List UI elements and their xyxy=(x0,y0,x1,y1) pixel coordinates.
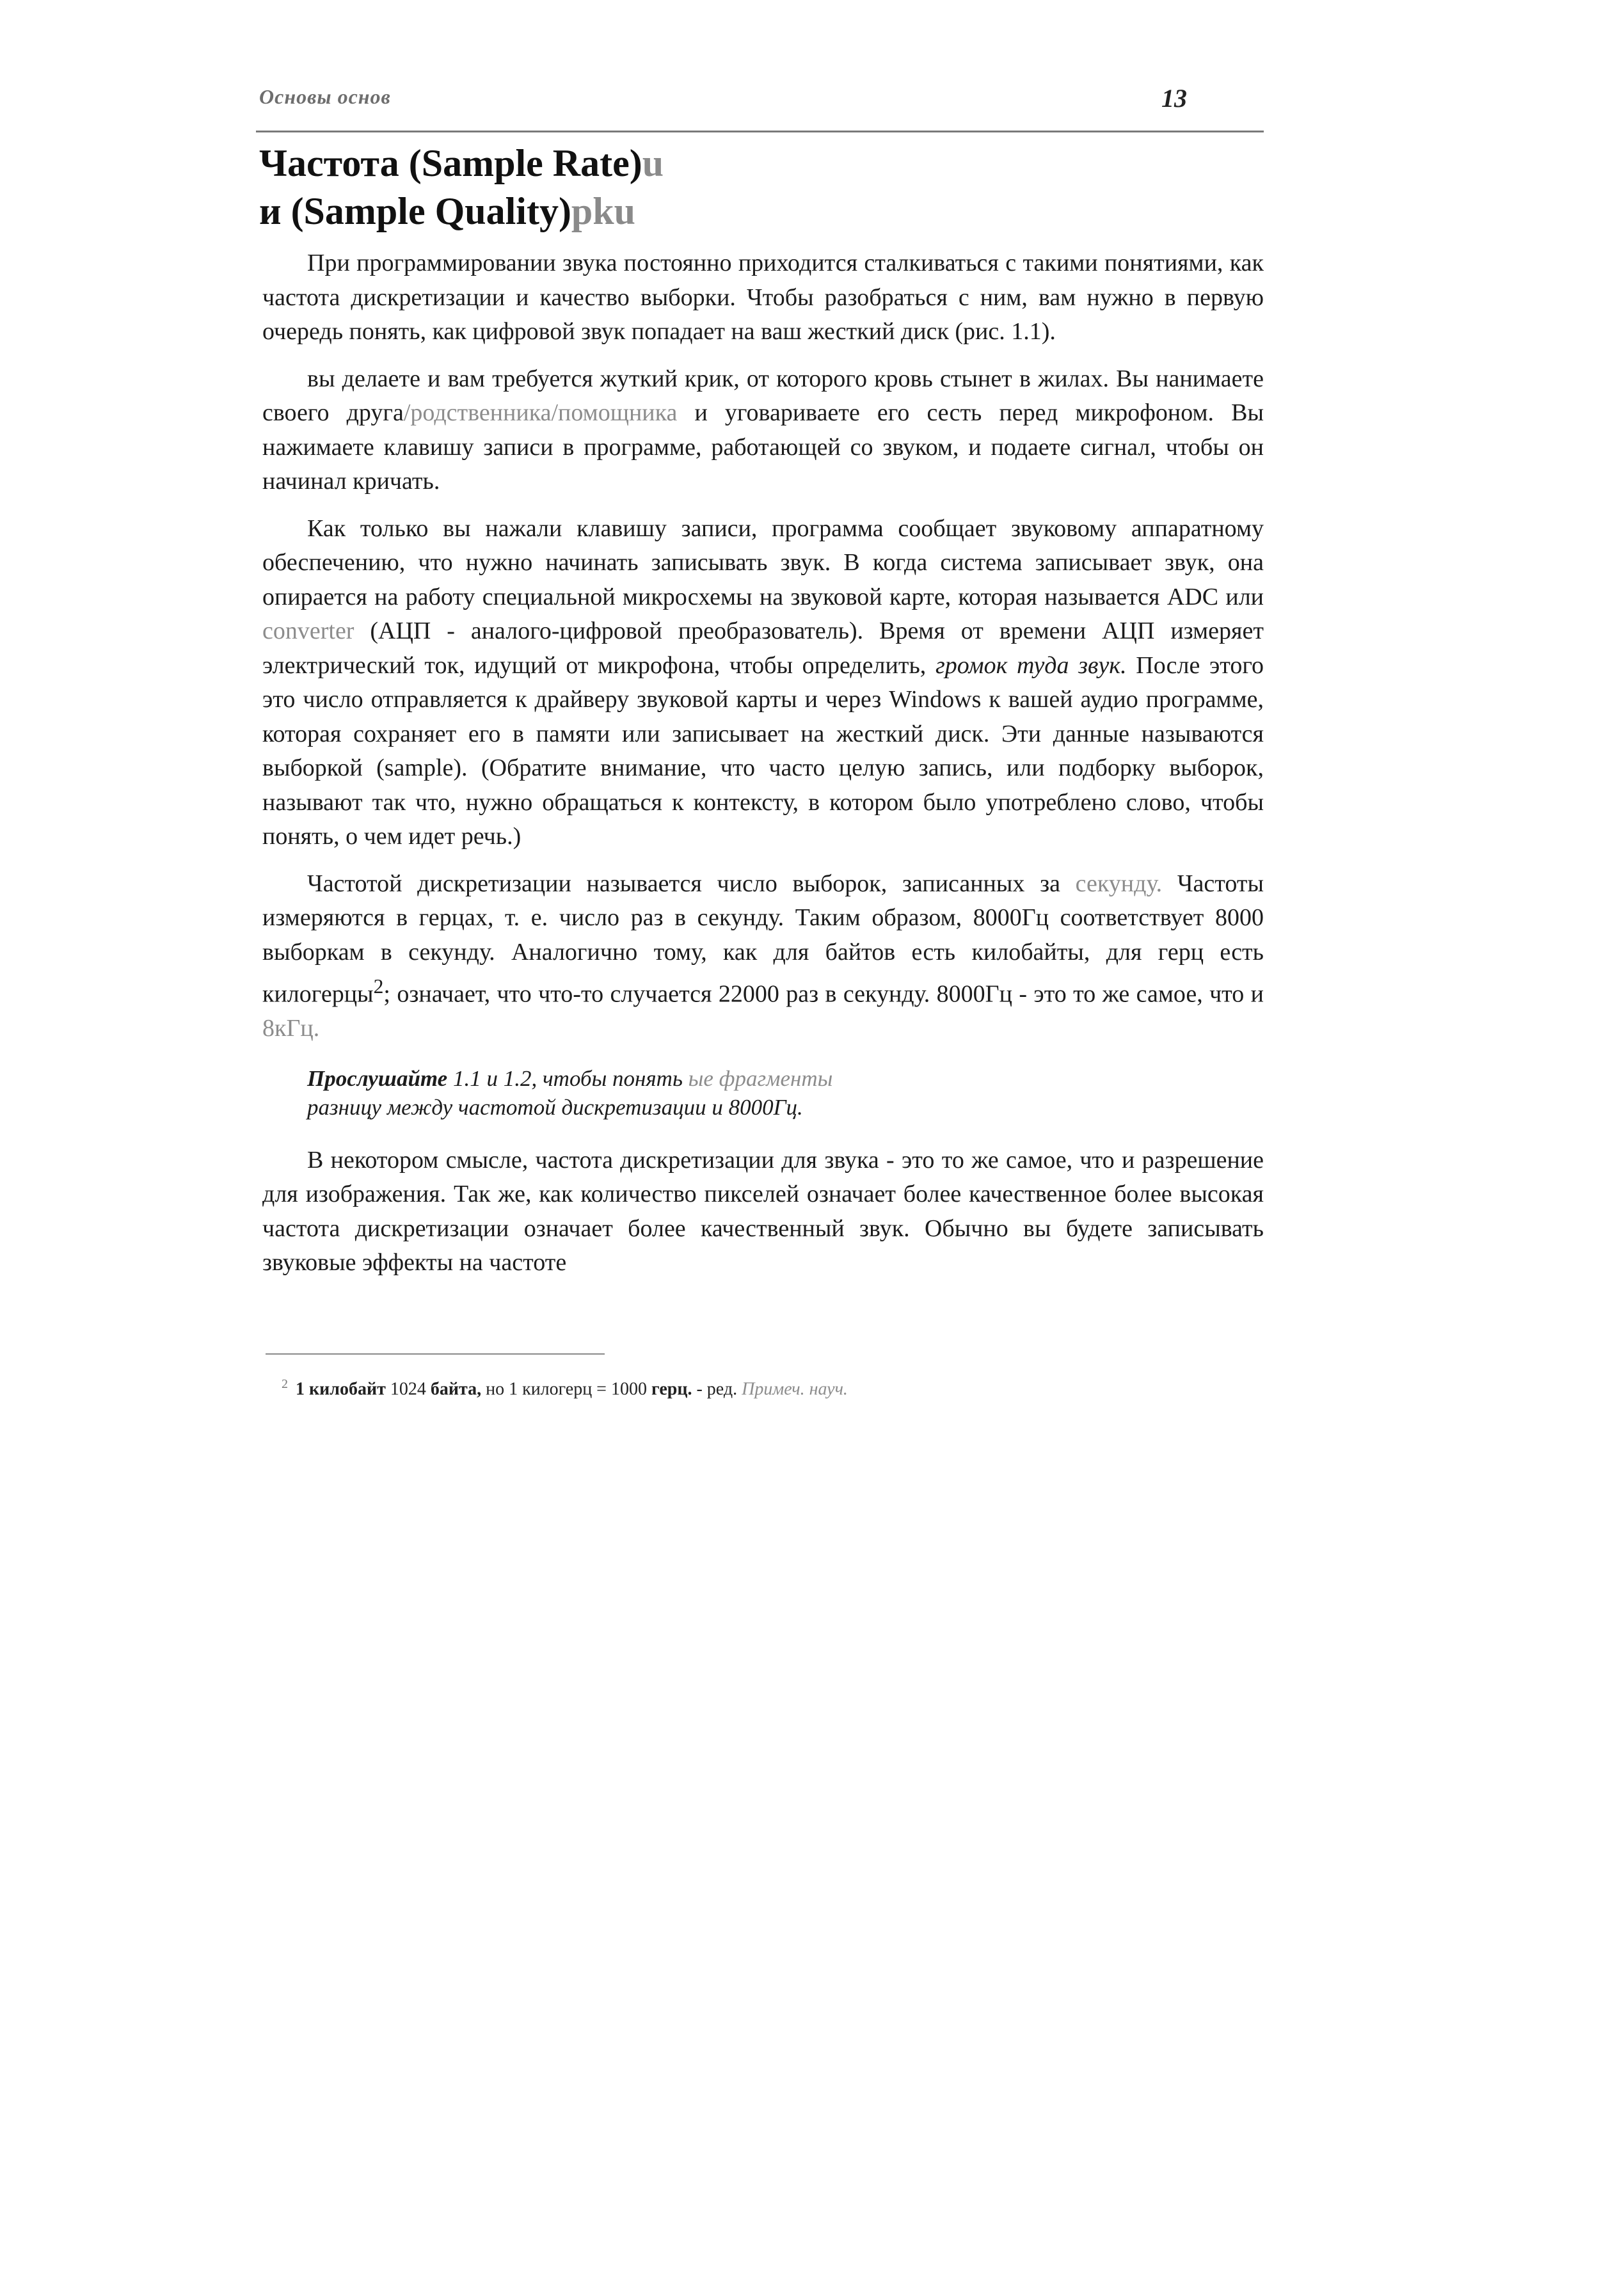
body-text xyxy=(262,246,1264,1280)
title-line1-ghost: u xyxy=(642,142,664,184)
footnote-ghost: Примеч. науч. xyxy=(742,1379,848,1399)
footnote-text-a: 1024 xyxy=(390,1379,426,1399)
paragraph-1: При программировании звука постоянно приходится сталкиваться с такими понятиями, как частота дискретизации и качество выборки. Чтобы разобраться с ним, вам нужно в первую очередь понять, как цифровой звук попадает на ваш жесткий диск (рис. 1.1). xyxy=(262,250,1264,345)
paragraph-2 xyxy=(262,362,1264,499)
running-head: Основы основ xyxy=(259,85,391,108)
page-number: 13 xyxy=(1161,84,1187,113)
header-rule xyxy=(256,131,1264,132)
section-title xyxy=(259,139,664,235)
footnote-ref: 2 xyxy=(373,975,384,998)
footnote-text-b: но 1 килогерц = 1000 xyxy=(486,1379,647,1399)
listening-note xyxy=(307,1064,1264,1122)
footnote xyxy=(282,1373,848,1401)
title-line1-prefix: Частота xyxy=(259,142,399,184)
note-text-c: разницу между частотой дискретизации и 8000Гц. xyxy=(307,1094,803,1120)
paragraph-3-text-b: когда система записывает звук, она опирается на работу специальной микросхемы на звуковой карте, которая называется ADC или xyxy=(262,549,1264,610)
footnote-bold-a: 1 килобайт xyxy=(296,1379,386,1399)
title-line2-prefix: и xyxy=(259,190,282,232)
note-text-b: 1.1 и 1.2, чтобы понять xyxy=(452,1065,683,1091)
paragraph-3-text-d: (АЦП - аналого-цифровой преобразователь). Время от времени АЦП измеряет электрический ток, идущий от микрофона, чтобы определить, xyxy=(262,617,1264,679)
paragraph-3-text-a: Как только вы нажали клавишу записи, программа сообщает звуковому аппаратному обеспечению, что нужно начинать записывать звук. В xyxy=(262,514,1264,576)
footnote-bold-c: герц. xyxy=(651,1379,692,1399)
paragraph-2-text-a: вы делаете и вам требуется жуткий крик, от которого кровь стынет в жилах. Вы нанимаете своего друга xyxy=(262,365,1264,426)
paragraph-4 xyxy=(262,867,1264,1046)
title-line2-main: (Sample Quality) xyxy=(291,190,571,232)
paragraph-2-ghost: /родственника/помощника xyxy=(403,399,678,426)
paragraph-3-ghost: converter xyxy=(262,617,354,644)
paragraph-4-text-a: Частотой дискретизации называется число выборок, записанных за xyxy=(307,870,1060,897)
paragraph-4-text-b: Частоты измеряются в герцах, т. е. число раз в секунду. Таким образом, 8000Гц соответствует 8000 выборкам в секунду. Аналогично тому, как для байтов есть килобайты, для герц есть килогерцы xyxy=(262,870,1264,1008)
paragraph-4-text-c: ; означает, что что-то случается 22000 раз в секунду. 8000Гц - это то же самое, что и xyxy=(383,980,1264,1008)
title-line2-ghost: pku xyxy=(571,190,636,232)
footnote-text-c: - ред. xyxy=(696,1379,738,1399)
note-ghost: ые фрагменты xyxy=(688,1065,833,1091)
paragraph-2-text-b: и уговариваете его сесть перед микрофоном. Вы нажимаете клавишу записи в программе, работающей со звуком, и подаете сигнал, чтобы он начинал кричать. xyxy=(262,399,1264,495)
footnote-bold-b: байта, xyxy=(430,1379,482,1399)
paragraph-4-ghost: секунду. xyxy=(1075,870,1163,897)
paragraph-5: В некотором смысле, частота дискретизации для звука - это то же самое, что и разрешение для изображения. Так же, как количество пикселей означает более качественное более высокая частота дискретизации означает более качественный звук. Обычно вы будете записывать звуковые эффекты на частоте xyxy=(262,1146,1264,1277)
paragraph-3-italic: громок туда звук. xyxy=(935,651,1127,679)
paragraph-3-text-f: После этого это число отправляется к драйверу звуковой карты и через Windows к вашей аудио программе, которая сохраняет его в памяти или записывает на жесткий диск. Эти данные называются выборкой (sample). (Обратите внимание, что часто целую запись, или подборку выборок, называют так что, нужно обращаться к контексту, в котором было употреблено слово, чтобы понять, о чем идет речь.) xyxy=(262,651,1264,850)
paragraph-3 xyxy=(262,512,1264,854)
footnote-rule xyxy=(266,1353,605,1355)
title-line1-main: (Sample Rate) xyxy=(408,142,642,184)
paragraph-4-ghost-2: 8кГц. xyxy=(262,1015,320,1042)
footnote-marker: 2 xyxy=(282,1377,288,1391)
note-bold: Прослушайте xyxy=(307,1065,448,1091)
